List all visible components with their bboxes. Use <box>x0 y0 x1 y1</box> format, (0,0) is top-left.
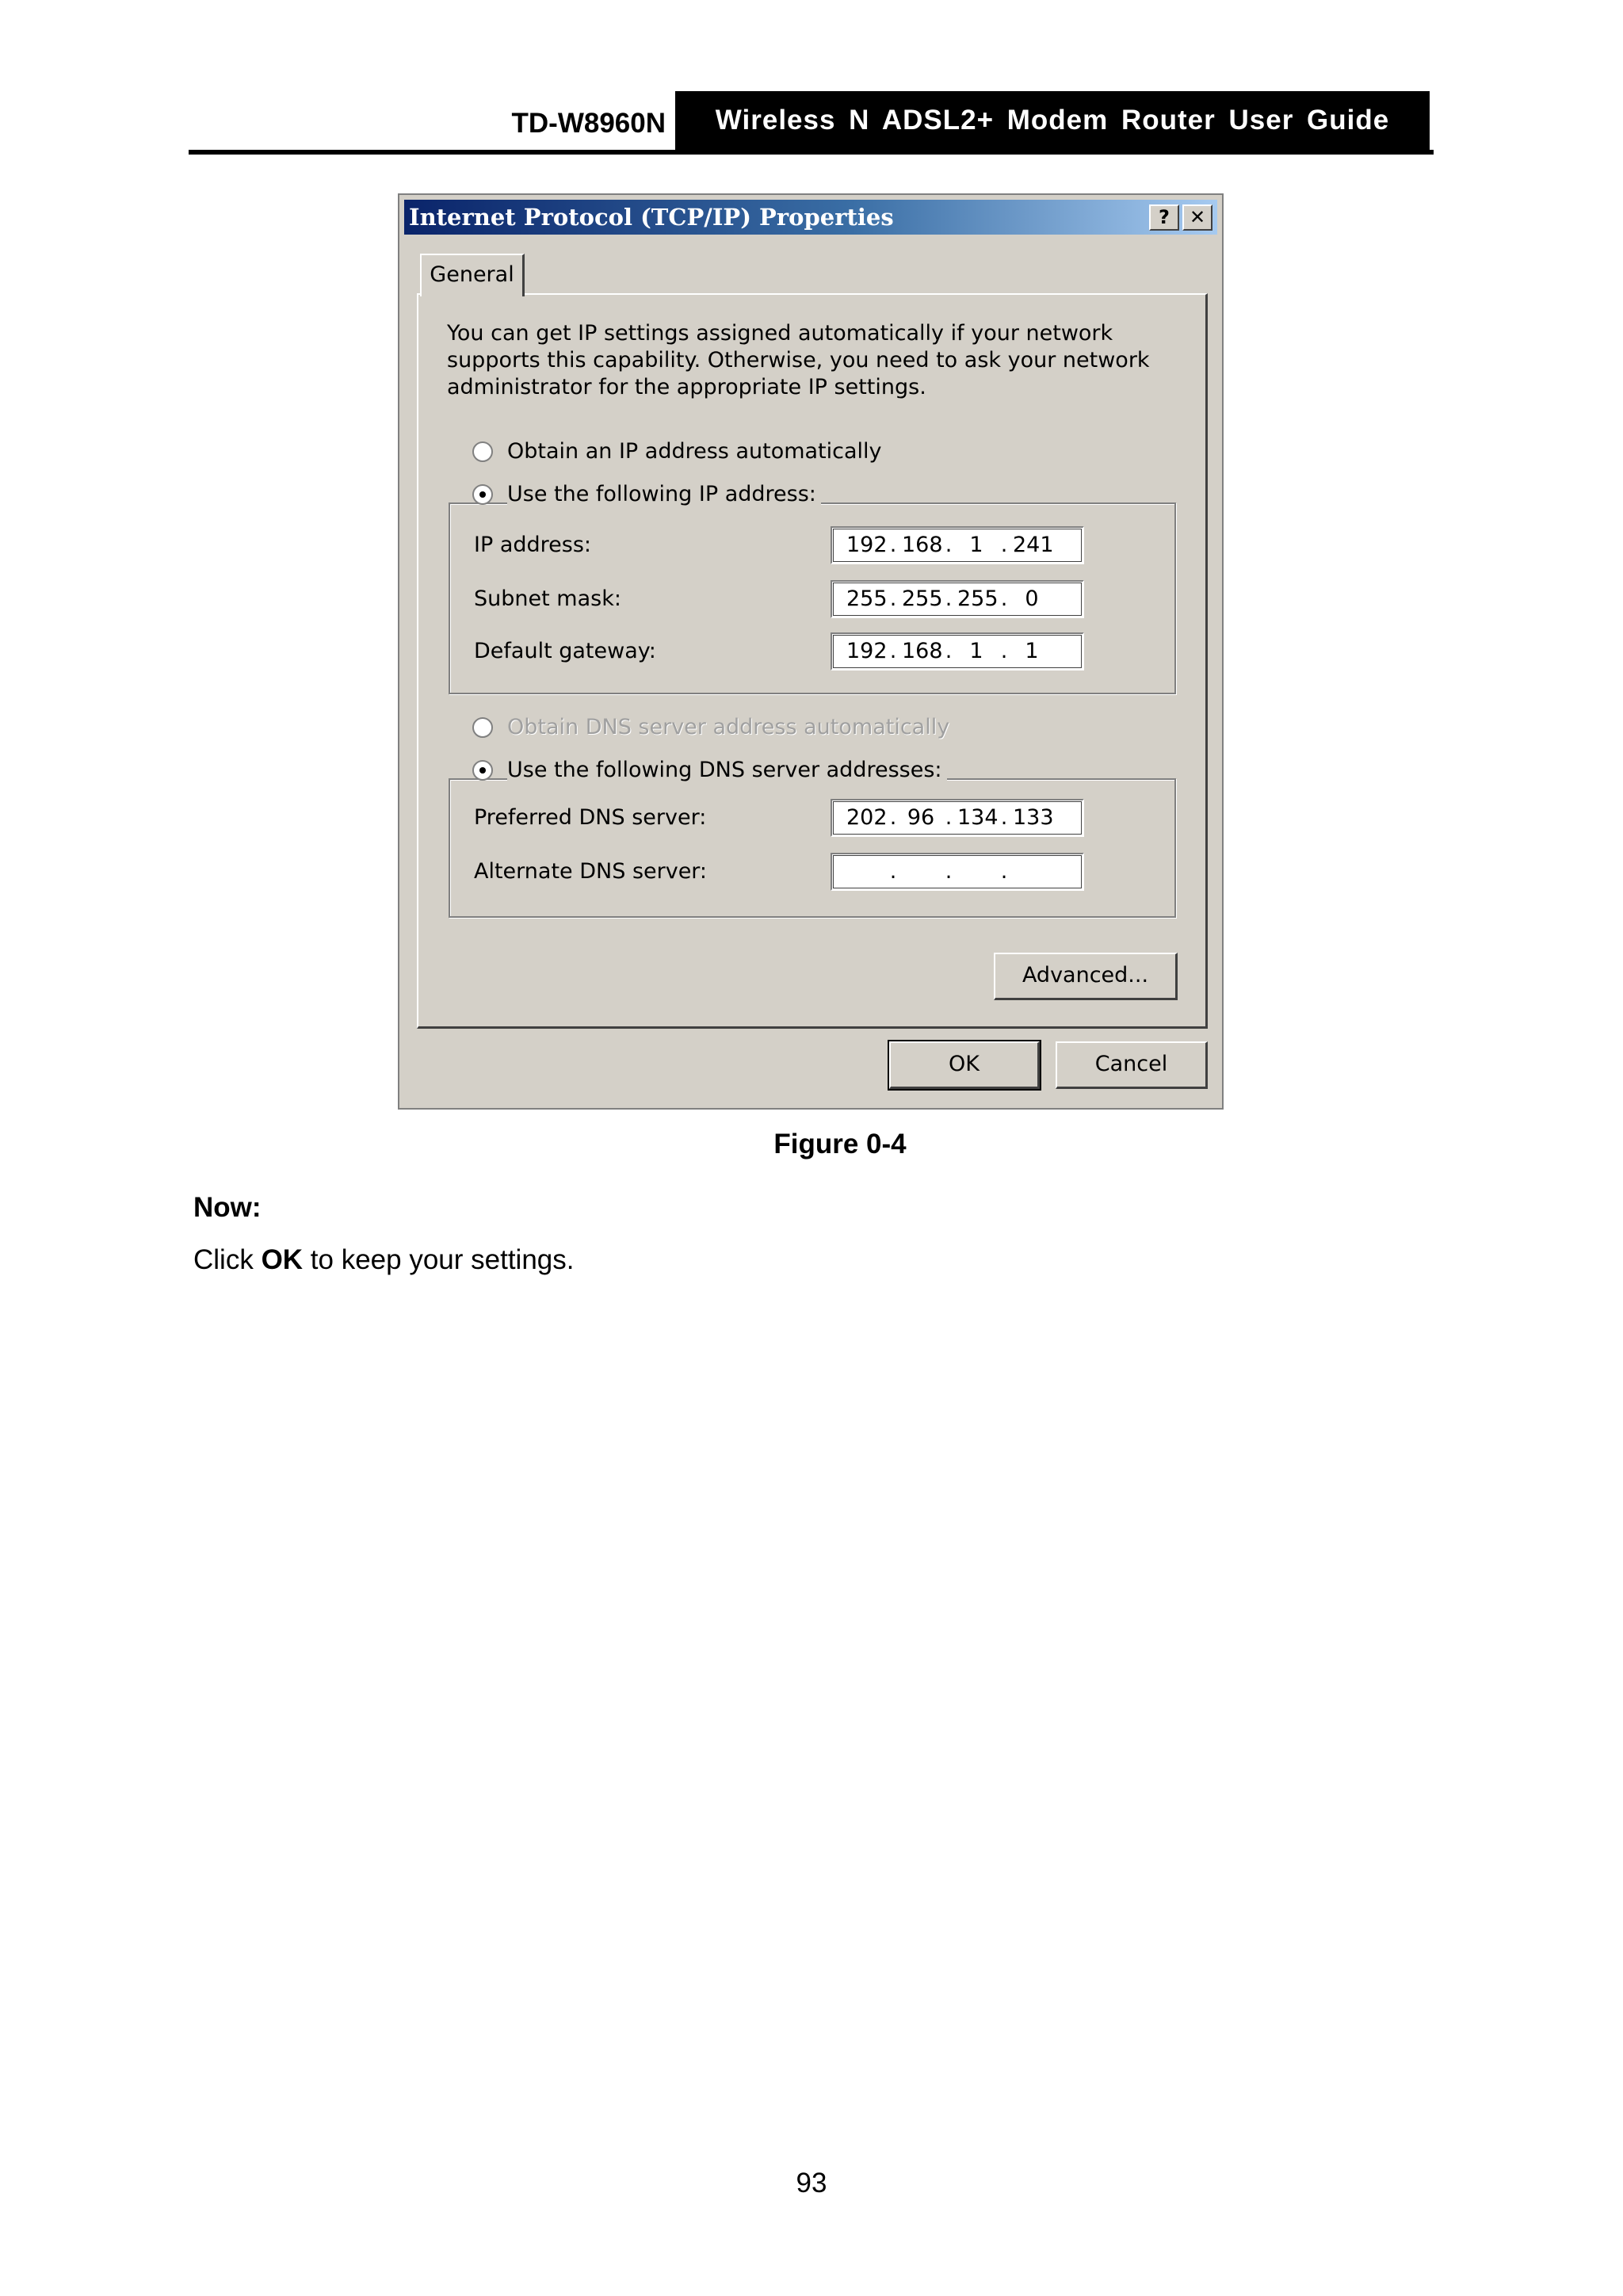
default-gateway-input[interactable]: 192 . 168 . 1 . 1 <box>831 632 1084 670</box>
ip-octet: 255 <box>846 586 888 611</box>
instruction-paragraph <box>193 1244 574 1276</box>
ip-address-label: IP address: <box>474 533 591 557</box>
ip-address-input[interactable]: 192 . 168 . 1 . 241 <box>831 526 1084 564</box>
obtain-ip-auto-radio[interactable] <box>472 441 493 462</box>
ip-octet: 202 <box>846 805 888 830</box>
ip-octet <box>957 854 995 889</box>
ip-octet: 134 <box>957 805 999 830</box>
alternate-dns-input[interactable]: . . . <box>831 853 1084 891</box>
preferred-dns-label: Preferred DNS server: <box>474 805 707 830</box>
help-button[interactable] <box>1149 204 1179 231</box>
dialog-title: Internet Protocol (TCP/IP) Properties <box>409 204 894 231</box>
ok-button[interactable]: OK <box>889 1041 1040 1089</box>
obtain-dns-auto-radio[interactable] <box>472 717 493 738</box>
ip-octet: 1 <box>969 639 983 663</box>
now-heading: Now: <box>193 1192 262 1223</box>
use-dns-manual-radio[interactable] <box>472 760 493 781</box>
ip-octet <box>902 854 940 889</box>
figure-caption: Figure 0-4 <box>773 1129 907 1159</box>
default-gateway-label: Default gateway: <box>474 639 656 663</box>
header-divider <box>189 150 1434 155</box>
close-button[interactable] <box>1182 204 1212 231</box>
subnet-mask-label: Subnet mask: <box>474 586 621 611</box>
obtain-ip-auto-label: Obtain an IP address automatically <box>507 437 887 466</box>
tcpip-properties-dialog <box>398 193 1224 1110</box>
dialog-titlebar[interactable] <box>404 200 1217 235</box>
ip-octet <box>1013 854 1051 889</box>
ip-octet: 0 <box>1025 586 1039 611</box>
ip-octet: 192 <box>846 533 888 557</box>
ip-octet: 255 <box>902 586 943 611</box>
instruction-ok: OK <box>261 1244 304 1275</box>
tab-general[interactable]: General <box>420 254 525 296</box>
ip-octet: 192 <box>846 639 888 663</box>
page-number: 93 <box>796 2168 827 2199</box>
document-model: TD-W8960N <box>511 108 666 139</box>
ip-octet: 241 <box>1013 533 1054 557</box>
cancel-button[interactable]: Cancel <box>1056 1041 1208 1089</box>
preferred-dns-input[interactable]: 202 . 96 . 134 . 133 <box>831 799 1084 837</box>
instruction-post: to keep your settings. <box>303 1244 575 1275</box>
ip-octet: 255 <box>957 586 999 611</box>
intro-text: You can get IP settings assigned automatically if your network supports this capability. Otherwise, you need to ask your network administrator for the appropriate IP settings. <box>447 321 1150 399</box>
document-title-banner: Wireless N ADSL2+ Modem Router User Guide <box>675 91 1430 150</box>
instruction-pre: Click <box>193 1244 262 1275</box>
ip-octet: 168 <box>902 533 943 557</box>
ip-octet: 133 <box>1013 805 1054 830</box>
obtain-dns-auto-label: Obtain DNS server address automatically <box>507 713 954 742</box>
close-icon: ✕ <box>1189 206 1206 228</box>
ip-octet: 1 <box>969 533 983 557</box>
use-dns-manual-label: Use the following DNS server addresses: <box>507 756 947 785</box>
ip-octet: 1 <box>1025 639 1039 663</box>
advanced-button[interactable]: Advanced... <box>994 953 1178 1000</box>
use-ip-manual-label: Use the following IP address: <box>507 480 821 509</box>
ip-octet: 96 <box>907 805 935 830</box>
alternate-dns-label: Alternate DNS server: <box>474 859 708 884</box>
ip-octet <box>846 854 884 889</box>
subnet-mask-input[interactable]: 255 . 255 . 255 . 0 <box>831 580 1084 618</box>
ip-octet: 168 <box>902 639 943 663</box>
use-ip-manual-radio[interactable] <box>472 484 493 505</box>
help-icon: ? <box>1159 206 1170 228</box>
